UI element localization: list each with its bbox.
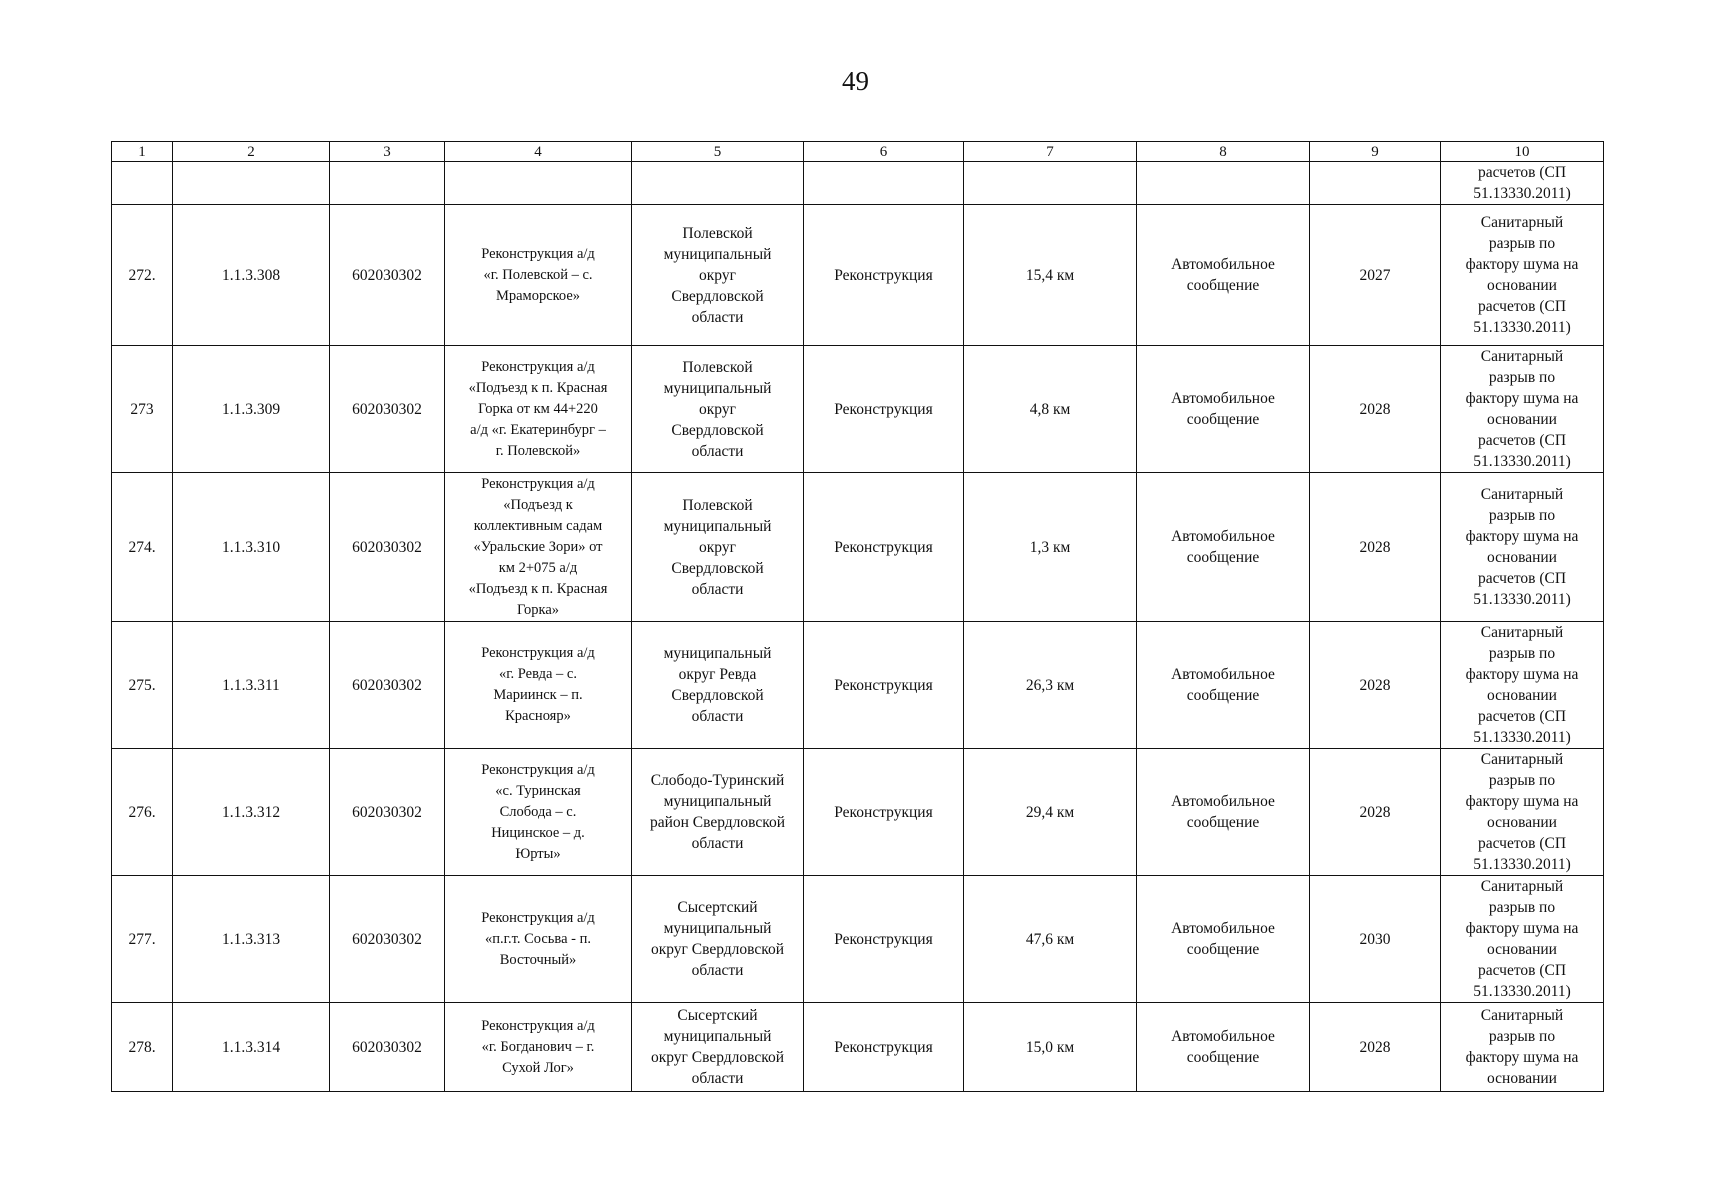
continuation-row [112, 162, 1604, 205]
length-cell: 1,3 км [964, 473, 1137, 622]
registry-table [111, 141, 1604, 1092]
year-cell: 2028 [1310, 473, 1441, 622]
table-row [112, 876, 1604, 1003]
okato-cell: 602030302 [330, 1003, 445, 1092]
header-cell: 5 [632, 142, 804, 162]
table-row [112, 749, 1604, 876]
purpose-cell: Автомобильное сообщение [1137, 876, 1310, 1003]
code-cell: 1.1.3.313 [173, 876, 330, 1003]
empty-cell [330, 162, 445, 205]
year-cell: 2027 [1310, 205, 1441, 346]
municipality-cell: Сысертский муниципальный округ Свердловской области [632, 1003, 804, 1092]
code-cell: 1.1.3.314 [173, 1003, 330, 1092]
length-cell: 15,0 км [964, 1003, 1137, 1092]
page-number: 49 [842, 66, 869, 96]
header-cell: 1 [112, 142, 173, 162]
length-cell: 15,4 км [964, 205, 1137, 346]
okato-cell: 602030302 [330, 749, 445, 876]
work-type-cell: Реконструкция [804, 346, 964, 473]
header-cell: 7 [964, 142, 1137, 162]
work-type-cell: Реконструкция [804, 622, 964, 749]
object-cell: Реконструкция а/д «г. Полевской – с. Мраморское» [445, 205, 632, 346]
empty-cell [173, 162, 330, 205]
length-cell: 47,6 км [964, 876, 1137, 1003]
zone-cell: Санитарный разрыв по фактору шума на основании расчетов (СП 51.13330.2011) [1441, 473, 1604, 622]
row-number-cell: 275. [112, 622, 173, 749]
purpose-cell: Автомобильное сообщение [1137, 1003, 1310, 1092]
municipality-cell: Полевской муниципальный округ Свердловской области [632, 473, 804, 622]
year-cell: 2028 [1310, 749, 1441, 876]
empty-cell [804, 162, 964, 205]
purpose-cell: Автомобильное сообщение [1137, 473, 1310, 622]
okato-cell: 602030302 [330, 346, 445, 473]
work-type-cell: Реконструкция [804, 749, 964, 876]
row-number-cell: 277. [112, 876, 173, 1003]
okato-cell: 602030302 [330, 622, 445, 749]
header-cell: 2 [173, 142, 330, 162]
empty-cell [445, 162, 632, 205]
table-row [112, 622, 1604, 749]
object-cell: Реконструкция а/д «г. Богданович – г. Сухой Лог» [445, 1003, 632, 1092]
code-cell: 1.1.3.308 [173, 205, 330, 346]
municipality-cell: Слободо-Туринский муниципальный район Свердловской области [632, 749, 804, 876]
table-row [112, 473, 1604, 622]
row-number-cell: 278. [112, 1003, 173, 1092]
object-cell: Реконструкция а/д «г. Ревда – с. Мариинск – п. Краснояр» [445, 622, 632, 749]
empty-cell [1310, 162, 1441, 205]
empty-cell [964, 162, 1137, 205]
empty-cell [632, 162, 804, 205]
zone-cell: Санитарный разрыв по фактору шума на основании расчетов (СП 51.13330.2011) [1441, 346, 1604, 473]
okato-cell: 602030302 [330, 876, 445, 1003]
object-cell: Реконструкция а/д «п.г.т. Сосьва - п. Восточный» [445, 876, 632, 1003]
year-cell: 2028 [1310, 622, 1441, 749]
row-number-cell: 272. [112, 205, 173, 346]
header-row [112, 142, 1604, 162]
purpose-cell: Автомобильное сообщение [1137, 346, 1310, 473]
okato-cell: 602030302 [330, 205, 445, 346]
work-type-cell: Реконструкция [804, 473, 964, 622]
table-row [112, 1003, 1604, 1092]
zone-cell: Санитарный разрыв по фактору шума на основании расчетов (СП 51.13330.2011) [1441, 749, 1604, 876]
length-cell: 26,3 км [964, 622, 1137, 749]
object-cell: Реконструкция а/д «Подъезд к коллективным садам «Уральские Зори» от км 2+075 а/д «Подъезд к п. Красная Горка» [445, 473, 632, 622]
year-cell: 2030 [1310, 876, 1441, 1003]
work-type-cell: Реконструкция [804, 1003, 964, 1092]
empty-cell [112, 162, 173, 205]
header-cell: 8 [1137, 142, 1310, 162]
object-cell: Реконструкция а/д «с. Туринская Слобода – с. Ницинское – д. Юрты» [445, 749, 632, 876]
table-row [112, 205, 1604, 346]
header-cell: 3 [330, 142, 445, 162]
empty-cell [1137, 162, 1310, 205]
purpose-cell: Автомобильное сообщение [1137, 205, 1310, 346]
municipality-cell: Полевской муниципальный округ Свердловской области [632, 205, 804, 346]
row-number-cell: 274. [112, 473, 173, 622]
code-cell: 1.1.3.309 [173, 346, 330, 473]
municipality-cell: муниципальный округ Ревда Свердловской области [632, 622, 804, 749]
length-cell: 4,8 км [964, 346, 1137, 473]
zone-cell: Санитарный разрыв по фактору шума на основании расчетов (СП 51.13330.2011) [1441, 205, 1604, 346]
year-cell: 2028 [1310, 346, 1441, 473]
okato-cell: 602030302 [330, 473, 445, 622]
zone-cell: расчетов (СП 51.13330.2011) [1441, 162, 1604, 205]
code-cell: 1.1.3.310 [173, 473, 330, 622]
municipality-cell: Полевской муниципальный округ Свердловской области [632, 346, 804, 473]
table-row [112, 346, 1604, 473]
work-type-cell: Реконструкция [804, 205, 964, 346]
row-number-cell: 273 [112, 346, 173, 473]
zone-cell: Санитарный разрыв по фактору шума на основании расчетов (СП 51.13330.2011) [1441, 876, 1604, 1003]
header-cell: 10 [1441, 142, 1604, 162]
zone-cell: Санитарный разрыв по фактору шума на основании [1441, 1003, 1604, 1092]
row-number-cell: 276. [112, 749, 173, 876]
code-cell: 1.1.3.311 [173, 622, 330, 749]
year-cell: 2028 [1310, 1003, 1441, 1092]
work-type-cell: Реконструкция [804, 876, 964, 1003]
length-cell: 29,4 км [964, 749, 1137, 876]
code-cell: 1.1.3.312 [173, 749, 330, 876]
municipality-cell: Сысертский муниципальный округ Свердловской области [632, 876, 804, 1003]
header-cell: 9 [1310, 142, 1441, 162]
purpose-cell: Автомобильное сообщение [1137, 749, 1310, 876]
header-cell: 6 [804, 142, 964, 162]
zone-cell: Санитарный разрыв по фактору шума на основании расчетов (СП 51.13330.2011) [1441, 622, 1604, 749]
header-cell: 4 [445, 142, 632, 162]
object-cell: Реконструкция а/д «Подъезд к п. Красная Горка от км 44+220 а/д «г. Екатеринбург – г. Полевской» [445, 346, 632, 473]
purpose-cell: Автомобильное сообщение [1137, 622, 1310, 749]
